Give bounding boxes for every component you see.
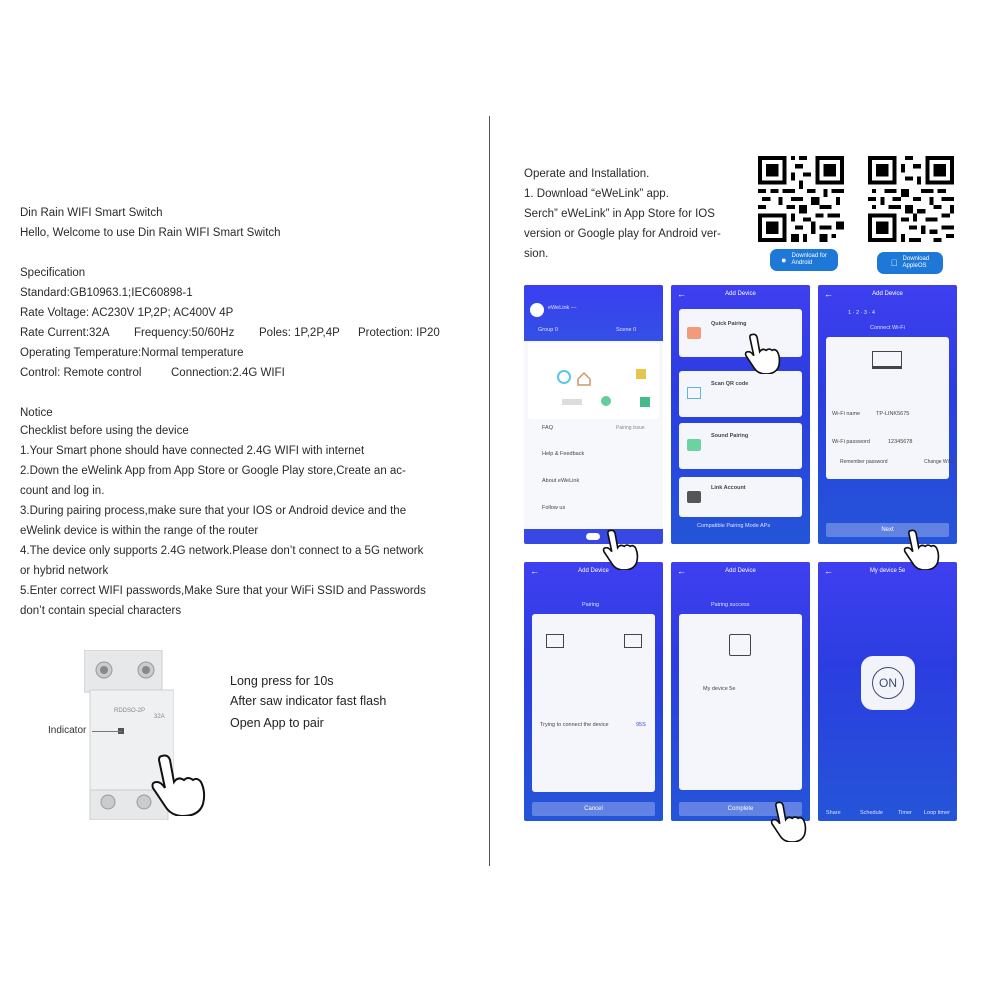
qr-scan-icon: [687, 387, 701, 399]
notice-line: eWelink device is within the range of the router: [20, 525, 259, 537]
back-arrow-icon[interactable]: ←: [824, 566, 833, 576]
option-label: Sound Pairing: [711, 433, 749, 439]
tab-share[interactable]: Share: [826, 810, 841, 816]
app-screen-home: [524, 285, 663, 544]
android-button-line1: Download for: [791, 253, 827, 259]
complete-button[interactable]: Complete: [679, 802, 802, 816]
hand-pointer-icon: [738, 332, 784, 379]
instruction-line: Open App to pair: [230, 716, 324, 730]
step-label: Pairing: [582, 602, 600, 608]
hand-pointer-icon: [897, 528, 943, 575]
on-button[interactable]: ON: [872, 667, 904, 699]
avatar[interactable]: [530, 303, 544, 317]
notice-line: 1.Your Smart phone should have connected 2.4G WIFI with internet: [20, 445, 365, 457]
apple-icon: [891, 260, 898, 267]
spec-protection: Protection: IP20: [358, 327, 440, 339]
spec-control: Control: Remote control: [20, 367, 142, 379]
router-icon: [872, 351, 902, 369]
document-title: Din Rain WIFI Smart Switch: [20, 207, 163, 219]
hand-pointer-icon: [142, 752, 210, 821]
step-indicator: 1 · 2 · 3 · 4: [848, 310, 875, 316]
step-number: 3: [863, 310, 867, 316]
tab-schedule[interactable]: Schedule: [860, 810, 883, 816]
notice-line: don’t contain special characters: [20, 605, 182, 617]
router-icon: [624, 634, 642, 648]
operate-line: sion.: [524, 248, 549, 260]
menu-item[interactable]: Follow us: [542, 505, 566, 511]
spec-poles: Poles: 1P,2P,4P: [259, 327, 340, 339]
notice-line: 2.Down the eWelink App from App Store or Google Play store,Create an ac-: [20, 465, 406, 477]
spec-temperature: Operating Temperature:Normal temperature: [20, 347, 244, 359]
spec-heading: Specification: [20, 267, 86, 279]
hand-pointer-icon: [764, 800, 810, 847]
notice-line: 4.The device only supports 2.4G network.Please don’t connect to a 5G network: [20, 545, 424, 557]
spec-voltage: Rate Voltage: AC230V 1P,2P; AC400V 4P: [20, 307, 234, 319]
ios-button-line1: Download: [899, 256, 926, 262]
step-number: 4: [871, 310, 875, 316]
indicator-pointer: [92, 731, 122, 732]
device-icon: [729, 634, 751, 656]
screen-title: My device 5e: [869, 568, 906, 574]
spec-current: Rate Current:32A: [20, 327, 110, 339]
link-account-icon: [687, 491, 701, 503]
next-button[interactable]: Next: [826, 523, 949, 537]
wifi-name-label: Wi-Fi name: [832, 411, 861, 417]
wifi-password-label: Wi-Fi password: [832, 439, 870, 445]
tab-loop-timer[interactable]: Loop timer: [924, 810, 950, 816]
column-divider: [489, 116, 490, 866]
home-group-count[interactable]: Group 0: [538, 327, 558, 333]
option-card-sound-pairing[interactable]: [679, 423, 802, 469]
ios-qr-code-icon: [868, 156, 954, 242]
back-arrow-icon[interactable]: ←: [530, 566, 539, 576]
screen-title: Add Device: [725, 291, 756, 297]
model-text: RDDSO-2P: [114, 708, 146, 714]
download-android-button[interactable]: [770, 249, 838, 271]
instruction-line: After saw indicator fast flash: [230, 694, 387, 708]
step-number: 2: [855, 310, 860, 316]
countdown-seconds: 95S: [636, 722, 646, 728]
trying-to-connect-text: Trying to connect the device: [540, 722, 609, 728]
device-grid-card[interactable]: [528, 343, 659, 419]
option-card-link-account[interactable]: [679, 477, 802, 517]
step-label: Connect Wi-Fi: [870, 325, 905, 331]
power-tile[interactable]: [861, 656, 915, 710]
quick-pairing-icon: [687, 327, 701, 339]
notice-line: 3.During pairing process,make sure that your IOS or Android device and the: [20, 505, 407, 517]
notice-heading: Notice: [20, 407, 53, 419]
download-ios-button[interactable]: [877, 252, 943, 274]
menu-item[interactable]: Help & Feedback: [542, 451, 585, 457]
phone-icon: [546, 634, 564, 648]
home-scene-count[interactable]: Scene 0: [616, 327, 637, 333]
back-arrow-icon[interactable]: ←: [677, 289, 686, 299]
spec-connection: Connection:2.4G WIFI: [171, 367, 285, 379]
welcome-text: Hello, Welcome to use Din Rain WIFI Smart Switch: [20, 227, 281, 239]
wifi-name-input[interactable]: TP-LINK5675: [876, 411, 910, 417]
ios-button-line2: AppleOS: [899, 263, 924, 269]
remember-password-checkbox[interactable]: Remember password: [840, 459, 888, 465]
app-screen-wifi: [818, 285, 957, 544]
device-name-input[interactable]: My device 5e: [703, 686, 736, 692]
option-label: Quick Pairing: [711, 321, 747, 327]
android-icon: ●: [781, 254, 787, 265]
notice-checklist: Checklist before using the device: [20, 425, 189, 437]
screen-title: Add Device: [872, 291, 903, 297]
operate-line: Operate and Installation.: [524, 168, 650, 180]
notice-line: or hybrid network: [20, 565, 109, 577]
sound-wave-icon: [687, 439, 701, 451]
step-number: 1: [848, 310, 852, 316]
app-screen-add-device: [671, 285, 810, 544]
change-wifi-link[interactable]: Change WiFi: [924, 459, 953, 465]
instruction-line: Long press for 10s: [230, 674, 334, 688]
app-screen-pairing: [524, 562, 663, 821]
indicator-label: Indicator: [48, 725, 87, 736]
spec-frequency: Frequency:50/60Hz: [134, 327, 235, 339]
android-button-line2: Android: [791, 260, 813, 266]
app-screen-control: [818, 562, 957, 821]
screen-title: Add Device: [725, 568, 756, 574]
back-arrow-icon[interactable]: ←: [677, 566, 686, 576]
operate-line: version or Google play for Android ver-: [524, 228, 721, 240]
rating-text: 32A: [154, 714, 165, 720]
compatible-mode-link[interactable]: Compatible Pairing Mode APs: [697, 523, 771, 529]
wifi-password-input[interactable]: 12345678: [888, 439, 913, 445]
notice-line: count and log in.: [20, 485, 105, 497]
android-qr-code-icon: [758, 156, 844, 242]
faq-right-text: Pairing issue: [616, 425, 645, 431]
hand-pointer-icon: [596, 528, 642, 575]
menu-item[interactable]: About eWeLink: [542, 478, 580, 484]
screen-title: Add Device: [578, 568, 609, 574]
pairing-card: [532, 614, 655, 792]
operate-line: Serch” eWeLink” in App Store for IOS: [524, 208, 715, 220]
spec-standard: Standard:GB10963.1;IEC60898-1: [20, 287, 193, 299]
notice-line: 5.Enter correct WIFI passwords,Make Sure that your WiFi SSID and Passwords: [20, 585, 426, 597]
home-header-title: eWeLink —: [548, 305, 577, 311]
option-label: Link Account: [711, 485, 746, 491]
tab-timer[interactable]: Timer: [898, 810, 912, 816]
cancel-button[interactable]: Cancel: [532, 802, 655, 816]
wifi-form-card: [826, 337, 953, 479]
option-label: Scan QR code: [711, 381, 749, 387]
menu-item[interactable]: FAQ: [542, 425, 554, 431]
step-label: Pairing success: [711, 602, 750, 608]
app-screen-success: [671, 562, 810, 821]
back-arrow-icon[interactable]: ←: [824, 289, 833, 299]
operate-line: 1. Download “eWeLink” app.: [524, 188, 669, 200]
success-card: [679, 614, 802, 790]
